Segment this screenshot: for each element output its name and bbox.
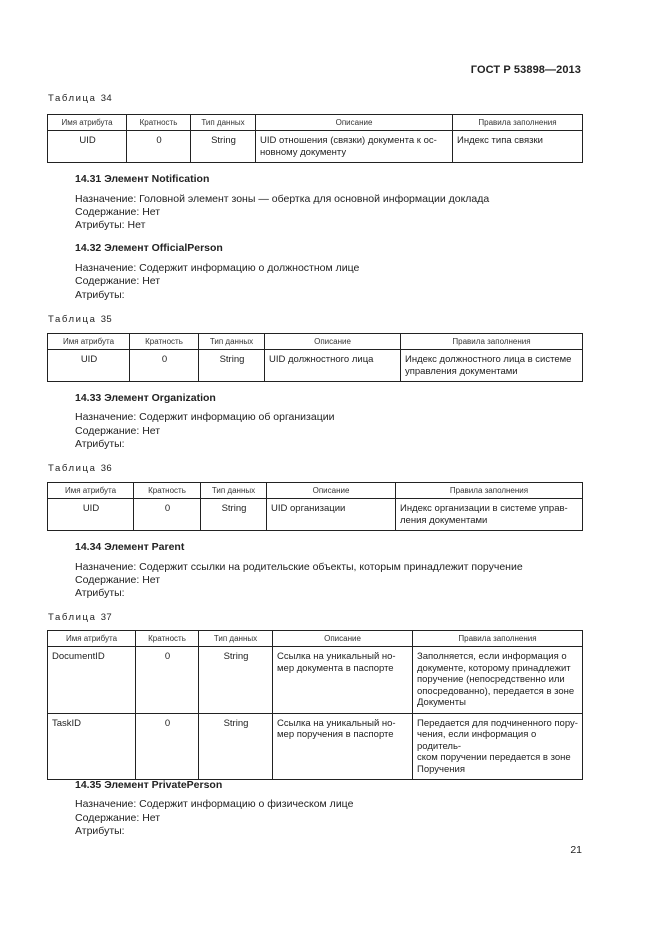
column-header-rules: Правила заполнения — [453, 115, 583, 131]
section-attributes: Атрибуты: — [75, 438, 125, 450]
column-header-description: Описание — [265, 334, 401, 350]
section-content: Содержание: Нет — [75, 275, 161, 287]
section-title: 14.33 Элемент Organization — [75, 392, 216, 404]
table-35-caption — [48, 314, 112, 325]
section-title: 14.35 Элемент PrivatePerson — [75, 779, 223, 791]
cell-line: Передается для подчиненного пору- — [417, 717, 578, 729]
section-purpose: Назначение: Содержит информацию о физическом лице — [75, 798, 354, 810]
column-header-name: Имя атрибута — [48, 631, 136, 647]
cell-line: Ссылка на уникальный но- — [277, 717, 396, 729]
cell-line: новному документу — [260, 146, 347, 158]
table-36-caption — [48, 463, 112, 474]
cell-line: Заполняется, если информация о — [417, 651, 567, 662]
column-header-multiplicity: Кратность — [134, 483, 201, 499]
cell-description — [267, 499, 396, 531]
cell-name: TaskID — [48, 713, 136, 780]
cell-type: String — [201, 499, 267, 531]
section-attributes: Атрибуты: Нет — [75, 219, 146, 231]
cell-rules — [401, 350, 583, 382]
cell-multiplicity: 0 — [136, 647, 199, 714]
table-row — [48, 131, 583, 163]
section-purpose: Назначение: Содержит информацию об организации — [75, 411, 335, 423]
cell-line: ления документами — [400, 514, 488, 526]
section-attributes: Атрибуты: — [75, 587, 125, 599]
cell-line: Индекс типа связки — [457, 135, 543, 146]
cell-line: Ссылка на уникальный но- — [277, 651, 396, 662]
table-36 — [47, 482, 583, 531]
table-37 — [47, 630, 583, 780]
table-row — [48, 350, 583, 382]
table-header-row — [48, 334, 583, 350]
section-purpose: Назначение: Головной элемент зоны — обертка для основной информации доклада — [75, 193, 490, 205]
section-purpose: Назначение: Содержит ссылки на родительские объекты, которым принадлежит поручение — [75, 561, 523, 573]
column-header-name: Имя атрибута — [48, 115, 127, 131]
column-header-rules: Правила заполнения — [413, 631, 583, 647]
section-content: Содержание: Нет — [75, 574, 161, 586]
column-header-multiplicity: Кратность — [130, 334, 199, 350]
caption-word: Таблица — [48, 93, 97, 104]
cell-line: поручение (непосредственно или — [417, 674, 565, 685]
column-header-multiplicity: Кратность — [127, 115, 191, 131]
section-title: 14.34 Элемент Parent — [75, 541, 185, 553]
cell-rules — [413, 647, 583, 714]
cell-type: String — [199, 647, 273, 714]
caption-word: Таблица — [48, 612, 97, 623]
section-content: Содержание: Нет — [75, 425, 161, 437]
column-header-description: Описание — [267, 483, 396, 499]
table-34-caption — [48, 93, 112, 104]
cell-rules — [453, 131, 583, 163]
column-header-type: Тип данных — [191, 115, 256, 131]
cell-line: Индекс организации в системе управ- — [400, 503, 568, 514]
cell-line: опосредованно), передается в зоне — [417, 685, 575, 697]
cell-rules — [396, 499, 583, 531]
cell-name: UID — [48, 131, 127, 163]
column-header-type: Тип данных — [201, 483, 267, 499]
table-header-row — [48, 115, 583, 131]
caption-number: 34 — [100, 93, 113, 104]
column-header-type: Тип данных — [199, 631, 273, 647]
table-row — [48, 713, 583, 780]
cell-line: мер документа в паспорте — [277, 662, 394, 674]
table-header-row — [48, 483, 583, 499]
cell-line: чения, если информация о родитель- — [417, 729, 537, 752]
section-title: 14.31 Элемент Notification — [75, 173, 210, 185]
caption-word: Таблица — [48, 314, 97, 325]
table-header-row — [48, 631, 583, 647]
cell-description — [273, 713, 413, 780]
cell-line: ском поручении передается в зоне — [417, 752, 571, 763]
cell-line: Поручения — [417, 763, 465, 775]
section-attributes: Атрибуты: — [75, 289, 125, 301]
cell-line: UID должностного лица — [269, 354, 374, 365]
section-attributes: Атрибуты: — [75, 825, 125, 837]
table-row — [48, 647, 583, 714]
caption-number: 36 — [100, 463, 113, 474]
cell-line: документе, которому принадлежит — [417, 662, 571, 674]
cell-multiplicity: 0 — [130, 350, 199, 382]
table-35 — [47, 333, 583, 382]
cell-type: String — [199, 350, 265, 382]
column-header-rules: Правила заполнения — [401, 334, 583, 350]
column-header-description: Описание — [256, 115, 453, 131]
column-header-type: Тип данных — [199, 334, 265, 350]
column-header-name: Имя атрибута — [48, 334, 130, 350]
section-content: Содержание: Нет — [75, 206, 161, 218]
cell-description — [273, 647, 413, 714]
table-37-caption — [48, 612, 112, 623]
cell-line: мер поручения в паспорте — [277, 729, 394, 740]
column-header-name: Имя атрибута — [48, 483, 134, 499]
caption-number: 37 — [100, 612, 113, 623]
caption-number: 35 — [100, 314, 113, 325]
column-header-rules: Правила заполнения — [396, 483, 583, 499]
cell-type: String — [191, 131, 256, 163]
table-row — [48, 499, 583, 531]
cell-name: UID — [48, 499, 134, 531]
cell-multiplicity: 0 — [136, 713, 199, 780]
section-content: Содержание: Нет — [75, 812, 161, 824]
cell-type: String — [199, 713, 273, 780]
table-34 — [47, 114, 583, 163]
cell-line: управления документами — [405, 365, 518, 377]
section-title: 14.32 Элемент OfficialPerson — [75, 242, 223, 254]
cell-rules — [413, 713, 583, 780]
cell-line: UID организации — [271, 503, 346, 514]
column-header-description: Описание — [273, 631, 413, 647]
cell-description — [265, 350, 401, 382]
caption-word: Таблица — [48, 463, 97, 474]
cell-description — [256, 131, 453, 163]
cell-multiplicity: 0 — [127, 131, 191, 163]
column-header-multiplicity: Кратность — [136, 631, 199, 647]
cell-line: Документы — [417, 697, 466, 708]
page-number: 21 — [570, 844, 582, 856]
cell-line: UID отношения (связки) документа к ос- — [260, 135, 437, 146]
cell-name: DocumentID — [48, 647, 136, 714]
cell-line: Индекс должностного лица в системе — [405, 354, 572, 365]
section-purpose: Назначение: Содержит информацию о должностном лице — [75, 262, 360, 274]
document-standard-header: ГОСТ Р 53898—2013 — [470, 64, 581, 76]
cell-name: UID — [48, 350, 130, 382]
cell-multiplicity: 0 — [134, 499, 201, 531]
